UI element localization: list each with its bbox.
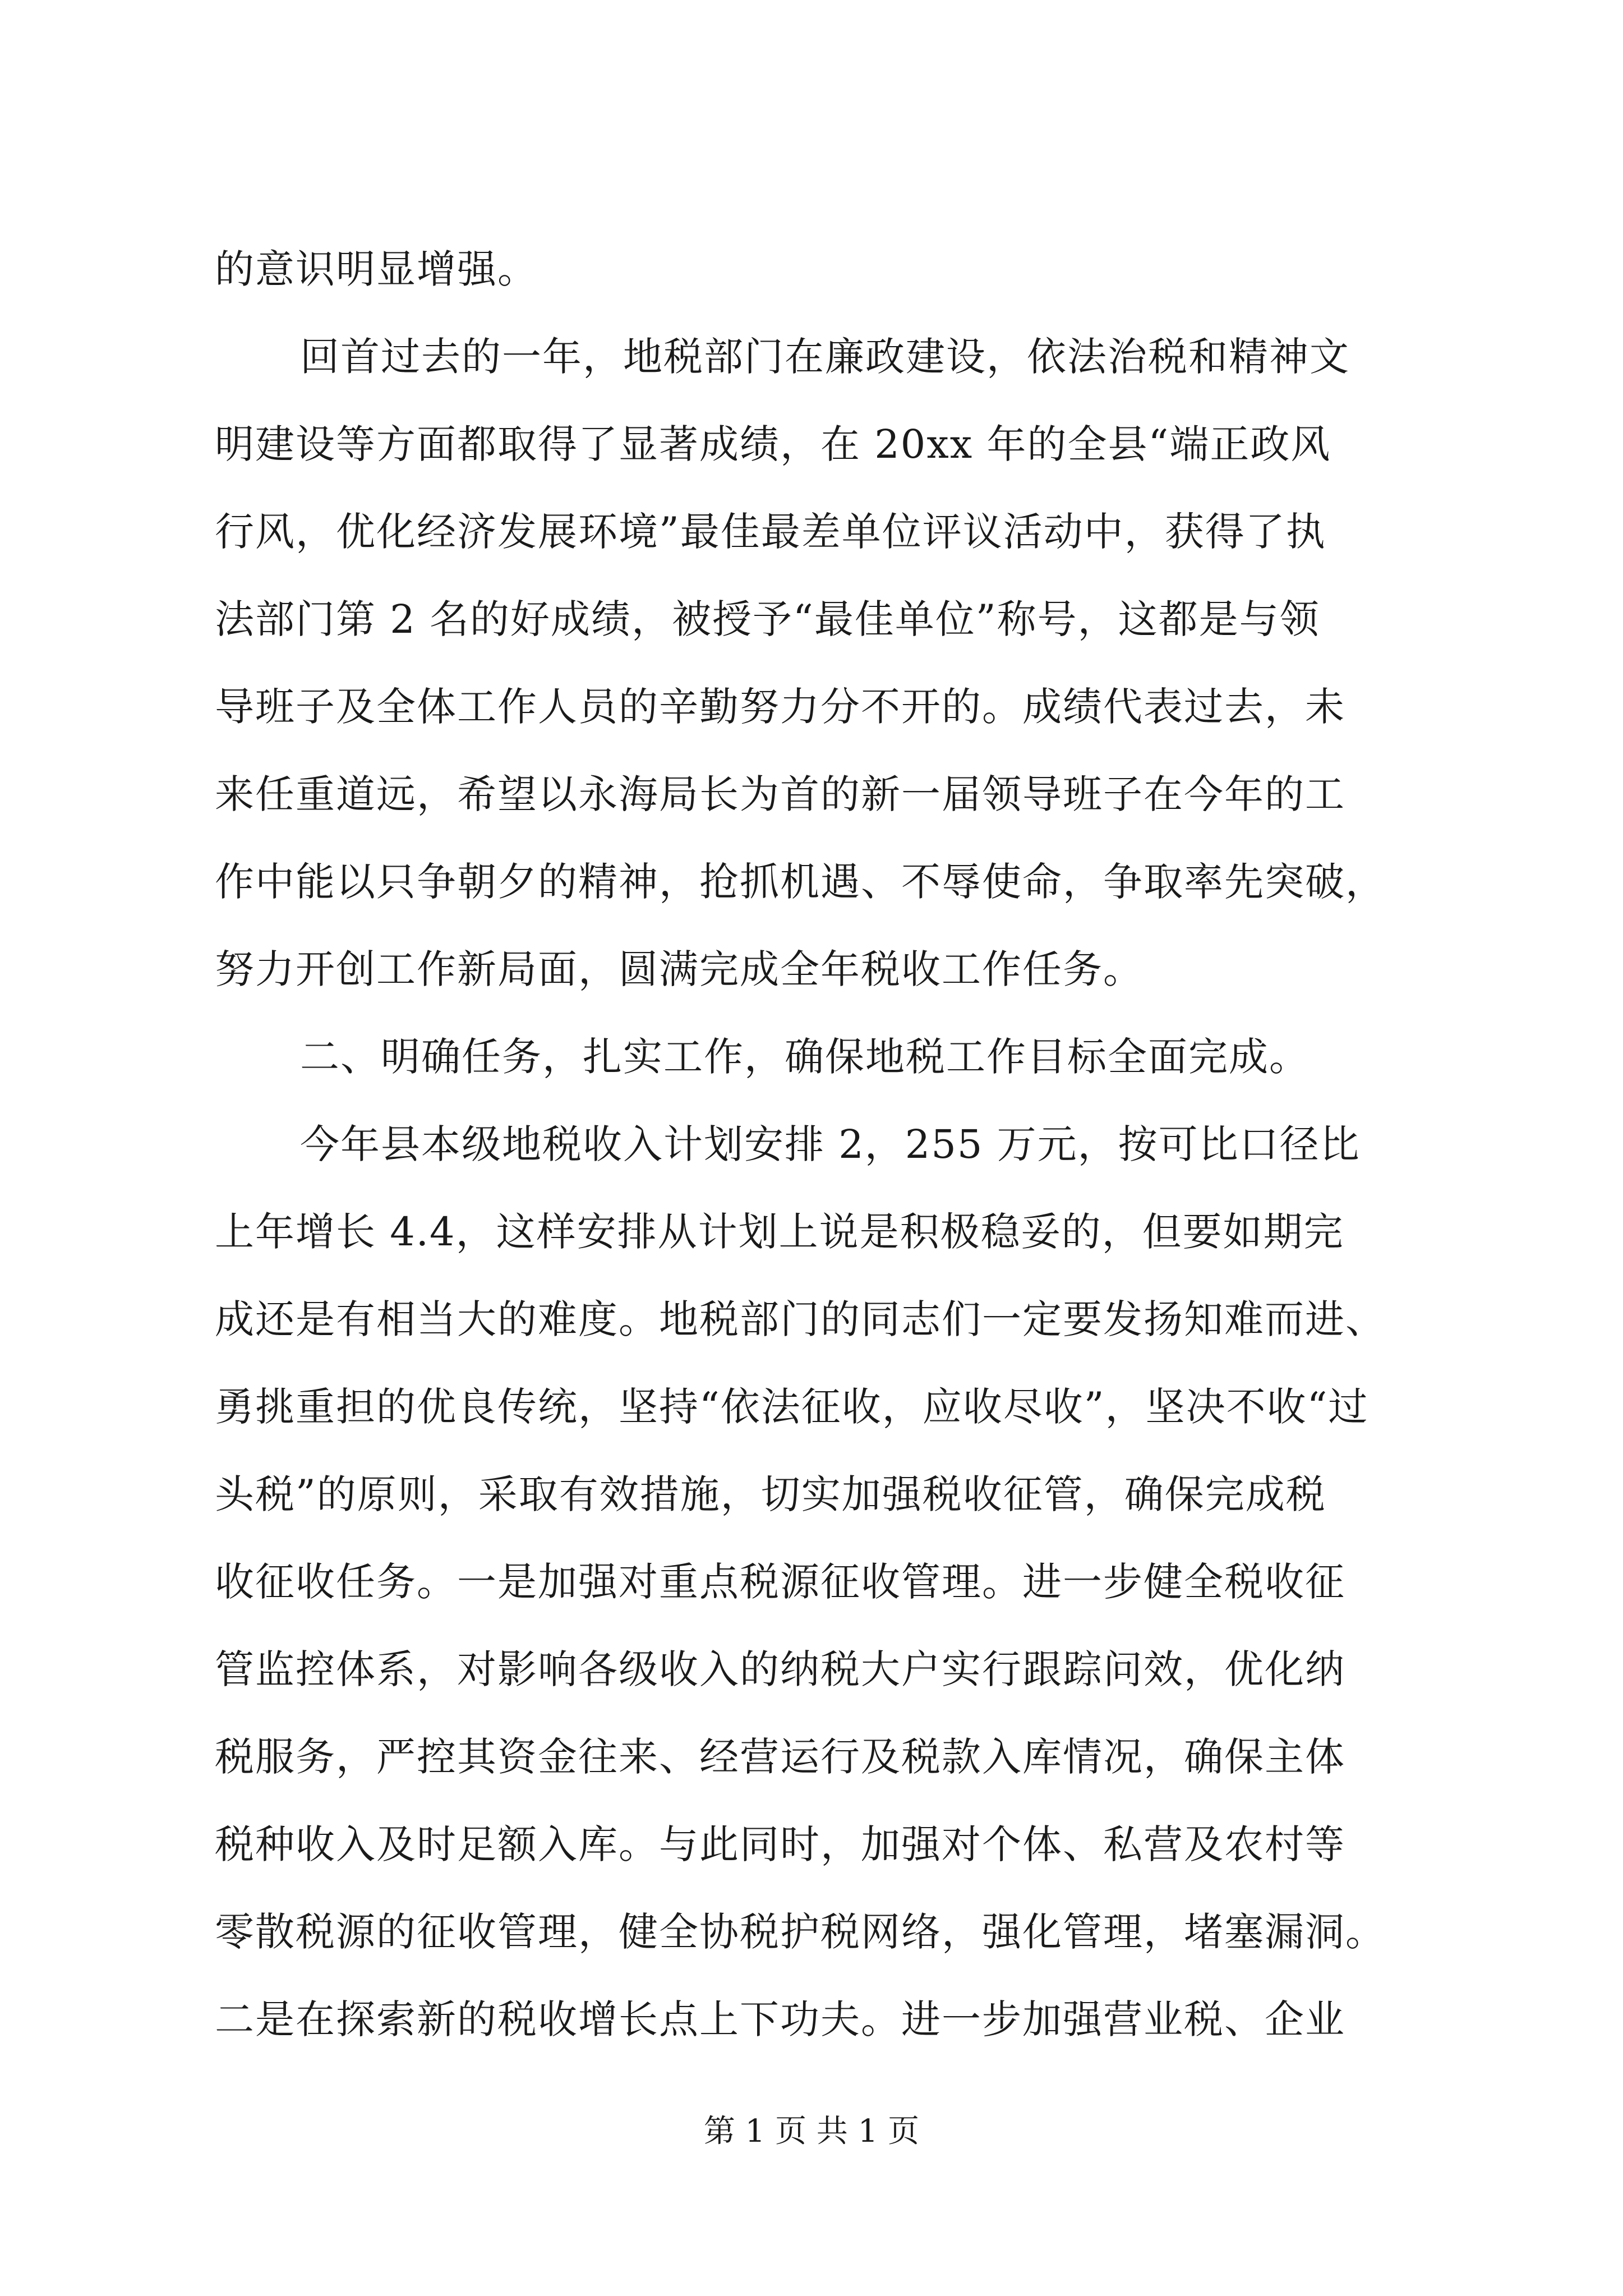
text-line: 头税”的原则，采取有效措施，切实加强税收征管，确保完成税: [215, 1471, 1326, 1517]
text-line: 导班子及全体工作人员的辛勤努力分不开的。成绩代表过去，未: [215, 684, 1345, 730]
text-line: 努力开创工作新局面，圆满完成全年税收工作任务。: [215, 946, 1144, 992]
text-line: 明建设等方面都取得了显著成绩，在 20xx 年的全县“端正政风: [215, 421, 1331, 467]
text-line: 今年县本级地税收入计划安排 2，255 万元，按可比口径比: [300, 1121, 1361, 1167]
text-line: 回首过去的一年，地税部门在廉政建设，依法治税和精神文: [300, 334, 1350, 380]
text-line: 税服务，严控其资金往来、经营运行及税款入库情况，确保主体: [215, 1734, 1345, 1780]
text-line: 法部门第 2 名的好成绩，被授予“最佳单位”称号，这都是与领: [215, 596, 1320, 642]
text-line: 零散税源的征收管理，健全协税护税网络，强化管理，堵塞漏洞。: [215, 1909, 1386, 1955]
text-line: 来任重道远，希望以永海局长为首的新一届领导班子在今年的工: [215, 771, 1345, 817]
text-line: 成还是有相当大的难度。地税部门的同志们一定要发扬知难而进、: [215, 1296, 1386, 1342]
text-line: 作中能以只争朝夕的精神，抢抓机遇、不辱使命，争取率先突破，: [215, 859, 1386, 905]
text-line: 收征收任务。一是加强对重点税源征收管理。进一步健全税收征: [215, 1559, 1345, 1605]
page-footer: 第 1 页 共 1 页: [703, 2113, 920, 2150]
text-line: 税种收入及时足额入库。与此同时，加强对个体、私营及农村等: [215, 1821, 1345, 1867]
text-line: 行风，优化经济发展环境”最佳最差单位评议活动中，获得了执: [215, 509, 1326, 555]
text-line: 上年增长 4.4，这样安排从计划上说是积极稳妥的，但要如期完: [215, 1209, 1344, 1255]
text-line: 勇挑重担的优良传统，坚持“依法征收，应收尽收”，坚决不收“过: [215, 1384, 1369, 1430]
text-line: 的意识明显增强。: [215, 246, 538, 292]
text-line: 二是在探索新的税收增长点上下功夫。进一步加强营业税、企业: [215, 1996, 1345, 2042]
text-line: 管监控体系，对影响各级收入的纳税大户实行跟踪问效，优化纳: [215, 1646, 1345, 1692]
section-heading: 二、明确任务，扎实工作，确保地税工作目标全面完成。: [300, 1034, 1310, 1080]
